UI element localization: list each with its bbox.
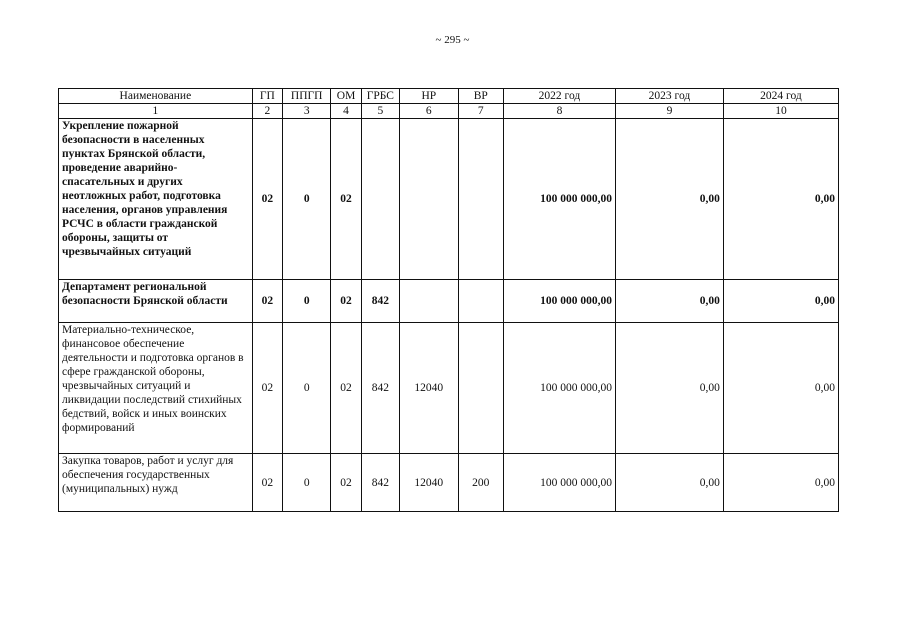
cell-vr xyxy=(458,323,503,454)
cell-2023: 0,00 xyxy=(615,323,723,454)
cell-2022: 100 000 000,00 xyxy=(503,454,615,512)
header-name: Наименование xyxy=(59,89,253,104)
cell-grbs: 842 xyxy=(361,280,399,323)
cell-2022: 100 000 000,00 xyxy=(503,280,615,323)
row-name: Материально-техническое, финансовое обеспечение деятельности и подготовка органов в сфере гражданской обороны, чрезвычайных ситуаций и ликвидации последствий стихийных бедствий, войск и иных воинских формирований xyxy=(59,323,253,454)
row-name: Закупка товаров, работ и услуг для обеспечения государственных (муниципальных) нужд xyxy=(59,454,253,512)
table-row xyxy=(59,280,839,323)
column-number: 5 xyxy=(361,104,399,119)
row-name: Департамент региональной безопасности Брянской области xyxy=(59,280,253,323)
budget-table xyxy=(58,88,839,512)
cell-2022: 100 000 000,00 xyxy=(503,323,615,454)
column-number: 6 xyxy=(400,104,459,119)
column-number: 2 xyxy=(252,104,282,119)
column-number: 7 xyxy=(458,104,503,119)
cell-vr xyxy=(458,280,503,323)
column-number: 1 xyxy=(59,104,253,119)
header-2022: 2022 год xyxy=(503,89,615,104)
cell-gp: 02 xyxy=(252,280,282,323)
cell-om: 02 xyxy=(331,119,361,280)
cell-vr xyxy=(458,119,503,280)
cell-gp: 02 xyxy=(252,454,282,512)
cell-ppgp: 0 xyxy=(283,323,331,454)
column-number: 3 xyxy=(283,104,331,119)
cell-nr xyxy=(400,119,459,280)
cell-gp: 02 xyxy=(252,323,282,454)
cell-nr: 12040 xyxy=(400,454,459,512)
header-gp: ГП xyxy=(252,89,282,104)
cell-grbs xyxy=(361,119,399,280)
cell-2022: 100 000 000,00 xyxy=(503,119,615,280)
cell-2023: 0,00 xyxy=(615,454,723,512)
cell-2024: 0,00 xyxy=(723,280,838,323)
table-row xyxy=(59,454,839,512)
page-number: ~ 295 ~ xyxy=(435,34,470,46)
cell-ppgp: 0 xyxy=(283,280,331,323)
header-nr: НР xyxy=(400,89,459,104)
column-number-row xyxy=(59,104,839,119)
cell-grbs: 842 xyxy=(361,454,399,512)
header-om: ОМ xyxy=(331,89,361,104)
column-number: 8 xyxy=(503,104,615,119)
header-vr: ВР xyxy=(458,89,503,104)
row-name: Укрепление пожарной безопасности в населенных пунктах Брянской области, проведение аварийно-спасательных и других неотложных работ, подготовка населения, органов управления РСЧС в области гражданской обороны, защиты от чрезвычайных ситуаций xyxy=(59,119,253,280)
table-row xyxy=(59,323,839,454)
header-grbs: ГРБС xyxy=(361,89,399,104)
column-number: 4 xyxy=(331,104,361,119)
column-number: 10 xyxy=(723,104,838,119)
column-number: 9 xyxy=(615,104,723,119)
table-row xyxy=(59,119,839,280)
header-2024: 2024 год xyxy=(723,89,838,104)
cell-2023: 0,00 xyxy=(615,119,723,280)
cell-om: 02 xyxy=(331,454,361,512)
cell-2023: 0,00 xyxy=(615,280,723,323)
cell-2024: 0,00 xyxy=(723,323,838,454)
cell-om: 02 xyxy=(331,323,361,454)
cell-nr: 12040 xyxy=(400,323,459,454)
header-ppgp: ППГП xyxy=(283,89,331,104)
header-2023: 2023 год xyxy=(615,89,723,104)
cell-grbs: 842 xyxy=(361,323,399,454)
cell-ppgp: 0 xyxy=(283,454,331,512)
header-row xyxy=(59,89,839,104)
cell-2024: 0,00 xyxy=(723,119,838,280)
cell-gp: 02 xyxy=(252,119,282,280)
cell-om: 02 xyxy=(331,280,361,323)
cell-2024: 0,00 xyxy=(723,454,838,512)
cell-ppgp: 0 xyxy=(283,119,331,280)
cell-nr xyxy=(400,280,459,323)
cell-vr: 200 xyxy=(458,454,503,512)
